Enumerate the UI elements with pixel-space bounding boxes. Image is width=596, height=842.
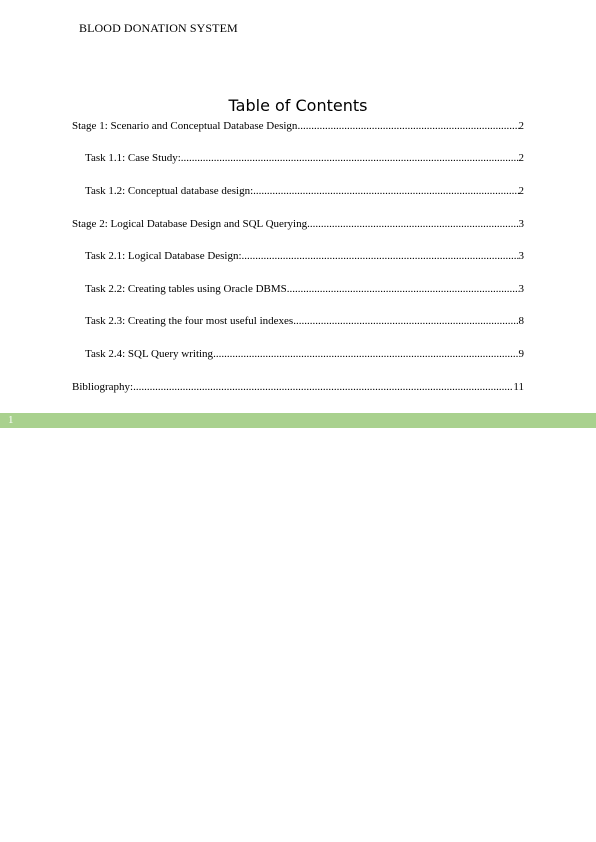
toc-leader-dots xyxy=(287,283,519,295)
header-title: BLOOD DONATION SYSTEM xyxy=(79,21,238,35)
toc-leader-dots xyxy=(213,348,518,360)
toc-entry-label: Task 2.3: Creating the four most useful indexes xyxy=(85,315,294,327)
toc-entry-bibliography[interactable] xyxy=(72,381,524,393)
footer-page-number: 1 xyxy=(8,414,14,426)
toc-entry-task-2-2[interactable] xyxy=(85,283,524,295)
toc-entry-label: Stage 1: Scenario and Conceptual Database Design xyxy=(72,120,298,132)
toc-entry-page: 2 xyxy=(518,120,524,132)
toc-entry-label: Task 2.2: Creating tables using Oracle DBMS xyxy=(85,283,287,295)
toc-leader-dots xyxy=(253,185,518,197)
toc-entry-page: 2 xyxy=(518,185,524,197)
toc-entry-page: 2 xyxy=(518,152,524,164)
footer-band xyxy=(0,413,596,428)
toc-entry-page: 11 xyxy=(513,381,524,393)
toc-leader-dots xyxy=(307,218,518,230)
toc-leader-dots xyxy=(133,381,513,393)
toc-entry-page: 3 xyxy=(518,250,524,262)
toc-entry-label: Stage 2: Logical Database Design and SQL Querying xyxy=(72,218,308,230)
toc-leader-dots xyxy=(181,152,519,164)
toc-entry-page: 3 xyxy=(518,218,524,230)
toc-title: Table of Contents xyxy=(228,96,368,115)
toc-entry-page: 8 xyxy=(518,315,524,327)
toc-entry-page: 3 xyxy=(518,283,524,295)
toc-entry-label: Task 2.4: SQL Query writing xyxy=(85,348,214,360)
toc-entry-label: Task 1.1: Case Study: xyxy=(85,152,181,164)
toc-entry-label: Bibliography: xyxy=(72,381,134,393)
toc-entry-label: Task 2.1: Logical Database Design: xyxy=(85,250,242,262)
toc-entry-task-1-1[interactable] xyxy=(85,152,524,164)
toc-entry-label: Task 1.2: Conceptual database design: xyxy=(85,185,254,197)
toc-leader-dots xyxy=(297,120,518,132)
toc-entry-stage-1[interactable] xyxy=(72,120,524,132)
toc-entry-task-2-3[interactable] xyxy=(85,315,524,327)
toc-leader-dots xyxy=(293,315,518,327)
toc-entry-stage-2[interactable] xyxy=(72,218,524,230)
toc-entry-page: 9 xyxy=(518,348,524,360)
toc-leader-dots xyxy=(242,250,519,262)
toc-entry-task-1-2[interactable] xyxy=(85,185,524,197)
toc-entry-task-2-4[interactable] xyxy=(85,348,524,360)
toc-entry-task-2-1[interactable] xyxy=(85,250,524,262)
